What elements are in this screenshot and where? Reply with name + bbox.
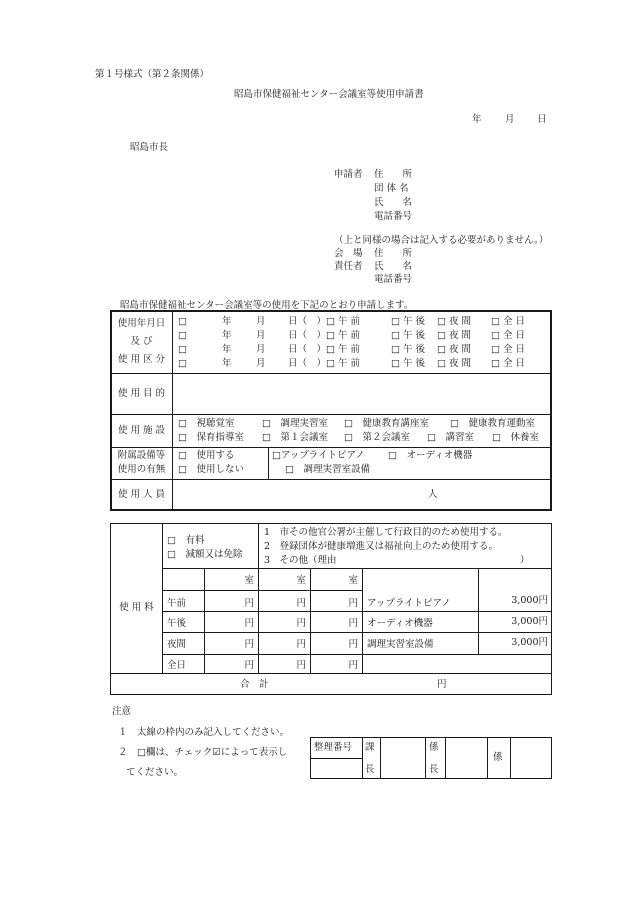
- equipment-cooking-checkbox[interactable]: □ 調理実習室設備: [285, 464, 370, 475]
- fee-paid-checkbox[interactable]: □ 有料: [167, 535, 205, 546]
- date-row-4-allday[interactable]: □ 全 日: [491, 358, 526, 369]
- date-row-3-year: 年: [222, 344, 232, 355]
- facility-meeting-2[interactable]: □ 第２会議室: [344, 432, 410, 443]
- facility-rest[interactable]: □ 休養室: [492, 432, 539, 443]
- manager-label-2: 責任者: [334, 261, 363, 272]
- kakari-cho-bottom: 長: [429, 764, 439, 775]
- ka-bottom: 長: [365, 764, 375, 775]
- notes-title: 注意: [112, 706, 132, 717]
- fee-reason-2: 2 登録団体が健康増進又は福祉向上のため使用する。: [264, 541, 499, 552]
- fee-yen-cell[interactable]: 円: [348, 639, 358, 650]
- date-row-2-day-am[interactable]: 日（ ）□ 午 前: [288, 330, 361, 341]
- people-label: 使 用 人 員: [117, 489, 166, 500]
- fee-yen-cell[interactable]: 円: [348, 660, 358, 671]
- date-row-4-pm[interactable]: □ 午 後: [391, 358, 426, 369]
- fee-yen-cell[interactable]: 円: [296, 618, 306, 629]
- date-row-4-year: 年: [222, 358, 232, 369]
- note-1: １ 太線の枠内のみ記入してください。: [118, 727, 290, 738]
- applicant-name-label: 氏 名: [374, 197, 413, 208]
- fee-yen-cell[interactable]: 円: [348, 598, 358, 609]
- total-label: 合 計: [240, 679, 269, 690]
- manager-note: （上と同様の場合は記入する必要がありません。）: [334, 235, 549, 246]
- date-row-3-check[interactable]: □: [178, 344, 187, 355]
- date-row-4-month: 月: [256, 358, 266, 369]
- form-number: 第１号様式（第２条関係）: [95, 69, 210, 80]
- equip-price-cooking: 3,000円: [511, 637, 548, 648]
- fee-row-label: 全日: [167, 660, 187, 671]
- room-unit-2: 室: [296, 575, 306, 586]
- fee-yen-cell[interactable]: 円: [296, 639, 306, 650]
- date-row-1-month: 月: [256, 316, 266, 327]
- addressee: 昭島市長: [130, 142, 169, 153]
- applicant-address-label: 住 所: [374, 169, 413, 180]
- fee-reason-1: 1 市その他官公署が主催して行政目的のため使用する。: [264, 527, 508, 538]
- kakari-label: 係: [493, 752, 503, 763]
- date-label-2: 及 び: [130, 336, 153, 347]
- equipment-nouse-checkbox[interactable]: □ 使用しない: [178, 464, 244, 475]
- date-row-2-night[interactable]: □ 夜 間: [437, 330, 472, 341]
- facility-cooking[interactable]: □ 調理実習室: [262, 418, 328, 429]
- manager-label-1: 会 場: [334, 248, 363, 259]
- date-row-3-month: 月: [256, 344, 266, 355]
- date-row-1-allday[interactable]: □ 全 日: [491, 316, 526, 327]
- ref-number-label: 整理番号: [314, 742, 353, 753]
- facility-childcare[interactable]: □ 保育指導室: [178, 432, 244, 443]
- room-unit-1: 室: [244, 575, 254, 586]
- date-row-2-check[interactable]: □: [178, 330, 187, 341]
- equip-price-piano: 3,000円: [511, 595, 548, 606]
- facility-health-lecture[interactable]: □ 健康教育講座室: [344, 418, 429, 429]
- fee-yen-cell[interactable]: 円: [296, 660, 306, 671]
- form-title: 昭島市保健福祉センター会議室等使用申請書: [234, 89, 424, 100]
- equip-item-cooking: 調理実習室設備: [367, 639, 434, 650]
- applicant-group-label: 団 体 名: [374, 183, 409, 194]
- equip-item-audio: オーディオ機器: [367, 618, 433, 629]
- people-unit: 人: [428, 489, 438, 500]
- date-row-2-pm[interactable]: □ 午 後: [391, 330, 426, 341]
- equipment-label-1: 附属設備等: [117, 450, 166, 461]
- date-row-3-pm[interactable]: □ 午 後: [391, 344, 426, 355]
- fee-row-label: 午後: [167, 618, 187, 629]
- manager-name-label: 氏 名: [374, 261, 413, 272]
- fee-yen-cell[interactable]: 円: [348, 618, 358, 629]
- facility-lecture[interactable]: □ 講習室: [427, 432, 474, 443]
- fee-yen-cell[interactable]: 円: [244, 598, 254, 609]
- fee-yen-cell[interactable]: 円: [244, 618, 254, 629]
- note-2b: てください。: [126, 767, 184, 778]
- people-field[interactable]: [173, 480, 423, 510]
- facility-label: 使 用 施 設: [117, 425, 166, 436]
- date-row-1-check[interactable]: □: [178, 316, 187, 327]
- facility-audiovisual[interactable]: □ 視聴覚室: [178, 418, 235, 429]
- intro-text: 昭島市保健福祉センター会議室等の使用を下記のとおり申請します。: [120, 300, 414, 311]
- facility-health-exercise[interactable]: □ 健康教育運動室: [450, 418, 535, 429]
- date-row-1-night[interactable]: □ 夜 間: [437, 316, 472, 327]
- facility-meeting-1[interactable]: □ 第１会議室: [262, 432, 328, 443]
- equip-price-audio: 3,000円: [511, 616, 548, 627]
- ka-top: 課: [365, 742, 375, 753]
- date-label-1: 使用年月日: [117, 318, 166, 329]
- fee-reduced-checkbox[interactable]: □ 減額又は免除: [167, 549, 243, 560]
- fee-yen-cell[interactable]: 円: [244, 639, 254, 650]
- manager-phone-label: 電話番号: [374, 274, 413, 285]
- manager-address-label: 住 所: [374, 248, 413, 259]
- date-row-1-day-am[interactable]: 日（ ）□ 午 前: [288, 316, 361, 327]
- fee-row-label: 午前: [167, 598, 187, 609]
- date-row-4-night[interactable]: □ 夜 間: [437, 358, 472, 369]
- purpose-field[interactable]: [173, 374, 551, 414]
- date-label-3: 使 用 区 分: [117, 354, 166, 365]
- purpose-label: 使 用 目 的: [117, 388, 166, 399]
- date-row-2-year: 年: [222, 330, 232, 341]
- date-month: 月: [505, 114, 515, 125]
- applicant-label: 申請者: [334, 169, 363, 180]
- date-year: 年: [472, 114, 482, 125]
- equipment-audio-checkbox[interactable]: □ オーディオ機器: [388, 450, 473, 461]
- note-2a: ２ □欄は、チェック☑によって表示し: [118, 747, 288, 758]
- equipment-label-2: 使用の有無: [117, 464, 166, 475]
- date-day: 日: [537, 114, 547, 125]
- date-row-2-allday[interactable]: □ 全 日: [491, 330, 526, 341]
- room-unit-3: 室: [348, 575, 358, 586]
- date-row-4-day-am[interactable]: 日（ ）□ 午 前: [288, 358, 361, 369]
- date-row-4-check[interactable]: □: [178, 358, 187, 369]
- equip-item-piano: アップライトピアノ: [367, 598, 451, 609]
- equipment-use-checkbox[interactable]: □ 使用する: [178, 450, 235, 461]
- date-row-1-year: 年: [222, 316, 232, 327]
- fee-reason-3: 3 その他（理由: [264, 555, 337, 566]
- date-row-3-night[interactable]: □ 夜 間: [437, 344, 472, 355]
- date-row-1-pm[interactable]: □ 午 後: [391, 316, 426, 327]
- date-row-3-allday[interactable]: □ 全 日: [491, 344, 526, 355]
- date-row-2-month: 月: [256, 330, 266, 341]
- date-row-3-day-am[interactable]: 日（ ）□ 午 前: [288, 344, 361, 355]
- applicant-phone-label: 電話番号: [374, 211, 413, 222]
- equipment-piano-checkbox[interactable]: □アップライトピアノ: [272, 450, 365, 461]
- fee-yen-cell[interactable]: 円: [296, 598, 306, 609]
- total-yen: 円: [437, 679, 447, 690]
- fee-row-label: 夜間: [167, 639, 187, 650]
- fee-yen-cell[interactable]: 円: [244, 660, 254, 671]
- fee-reason-3-close: ）: [520, 555, 530, 566]
- fee-label: 使 用 料: [119, 602, 154, 613]
- kakari-cho-top: 係: [429, 742, 439, 753]
